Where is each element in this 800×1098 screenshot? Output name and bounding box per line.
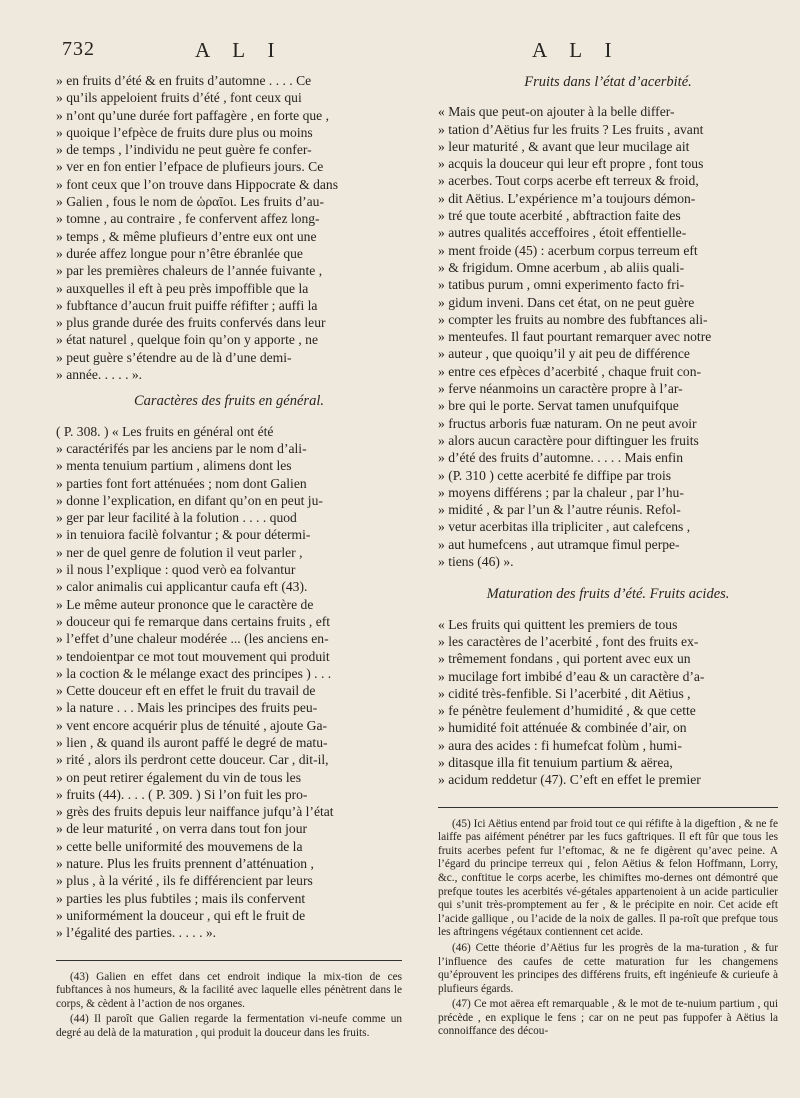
text-line: « Mais que peut-on ajouter à la belle differ- <box>438 104 675 120</box>
running-head-left: A L I <box>195 38 284 62</box>
left-para-1 <box>56 72 402 383</box>
footnote-47: (47) Ce mot aërea eft remarquable , & le mot de te-nuium partium , qui précède , en explique le fens ; car on ne peut pas fuppofer à Aëtius la connoiffance des décou- <box>438 998 778 1038</box>
footnote-45: (45) Ici Aëtius entend par froid tout ce qui réfifte à la digeftion , & ne fe laiffe pas aifément pénétrer par les fucs gaftriques. Il eft fûr que tous les fruits acerbes pefent fur l’eftomac, & ne fe digèrent qu’avec peine. A l’égard du principe terreux qui , felon Aëtius & felon Hoffmann, Lorry, &c., conftitue le corps acerbe, les chimiftes mo-dernes ont démontré que prefque toutes les acerbités vé-gétales appartenoient à un acide particulier qui s’unit très-promptement au fer , & le précipite en noir. Cet acide eft l’acide gallique , ou l’acide de la noix de galles. Il pa-roît que prefque tous les aftringens végétaux contiennent cet acide. <box>438 817 778 939</box>
text-line: » par les premières chaleurs de l’année fuivante , <box>56 263 323 279</box>
text-line: » vetur acerbitas illa tripliciter , aut calefcens , <box>438 519 691 535</box>
right-column <box>438 72 778 1041</box>
text-line: » aut humefcens , aut utramque fimul perpe- <box>438 536 680 552</box>
text-line: » l’effet d’une chaleur modérée ... (les anciens en- <box>56 631 329 647</box>
text-line: » rité , alors ils perdront cette douceur. Car , dit-il, <box>56 752 329 768</box>
text-line: » auxquelles il eft à peu près impoffible que la <box>56 280 309 296</box>
section-title: Caractères des fruits en général. <box>134 393 324 410</box>
text-line: » tatibus purum , omni experimento facto fri- <box>438 277 685 293</box>
running-head-right: A L I <box>532 38 621 62</box>
text-line: » Galien , fous le nom de ὡραῖοι. Les fruits d’au- <box>56 194 324 210</box>
text-line: » d’été des fruits d’automne. . . . . Mais enfin <box>438 450 684 466</box>
text-line: » leur maturité , & avant que leur mucilage ait <box>438 138 690 154</box>
text-line: » la coction & le mélange exact des principes ) . . . <box>56 665 332 681</box>
text-line: » de temps , l’individu ne peut guère fe confer- <box>56 142 312 158</box>
text-line: » compter les fruits au nombre des fubftances ali- <box>438 311 708 327</box>
footnote-divider <box>56 960 402 961</box>
text-line: » plus grande durée des fruits confervés dans leur <box>56 315 326 331</box>
text-line: » auteur , que quoiqu’il y ait peu de différence <box>438 346 690 362</box>
text-line: » les caractères de l’acerbité , font des fruits ex- <box>438 633 699 649</box>
text-line: » en fruits d’été & en fruits d’automne . . . . Ce <box>56 73 312 88</box>
text-line: » parties font fort atténuées ; nom dont Galien <box>56 475 307 491</box>
left-footnotes <box>56 971 402 1041</box>
text-line: » l’égalité des parties. . . . . ». <box>56 925 217 941</box>
text-line: » aura des acides : fi humefcat folùm , humi- <box>438 737 682 753</box>
footnote-divider <box>438 807 778 808</box>
text-line: » acidum reddetur (47). C’eft en effet le premier <box>438 772 701 788</box>
text-line: » année. . . . . ». <box>56 367 143 383</box>
text-line: « Les fruits qui quittent les premiers de tous <box>438 616 678 632</box>
text-line: » tomne , au contraire , fe confervent affez long- <box>56 211 320 227</box>
text-line: » & frigidum. Omne acerbum , ab aliis quali- <box>438 259 685 275</box>
text-line: » trêmement fondans , qui portent avec eux un <box>438 651 691 667</box>
text-line: » in tenuiora facilè folvantur ; & pour détermi- <box>56 527 311 543</box>
text-line: » on peut retirer également du vin de tous les <box>56 769 301 785</box>
text-line: » plus , à la vérité , ils fe différencient par leurs <box>56 873 313 889</box>
text-line: » ger par leur facilité à la folution . . . . quod <box>56 510 297 526</box>
text-line: » vent encore acquérir plus de ténuité , ajoute Ga- <box>56 717 328 733</box>
text-line: » gidum inveni. Dans cet état, on ne peut guère <box>438 294 695 310</box>
text-line: » peut guère s’étendre au de là d’une demi- <box>56 349 292 365</box>
text-line: » dit Aëtius. L’expérience m’a toujours démon- <box>438 190 696 206</box>
text-line: » fubftance d’aucun fruit puiffe réfifter ; auffi la <box>56 297 318 313</box>
footnote-44: (44) Il paroît que Galien regarde la fermentation vi-neufe comme un degré au delà de la maturation , qui produit la douceur dans les fruits. <box>56 1013 402 1039</box>
text-line: » ner de quel genre de folution il veut parler , <box>56 544 303 560</box>
text-line: » acquis la douceur qui leur eft propre , font tous <box>438 156 704 172</box>
text-line: » n’ont qu’une durée fort paffagère , en forte que , <box>56 107 330 123</box>
text-line: » cette belle uniformité des mouvemens de la <box>56 838 303 854</box>
page-header <box>0 38 800 72</box>
text-line: » mucilage fort imbibé d’eau & un caractère d’a- <box>438 668 705 684</box>
text-line: » ditasque illa fit tenuium partium & aërea, <box>438 754 673 770</box>
text-line: » parties les plus fubtiles ; mais ils confervent <box>56 890 306 906</box>
text-line: » (P. 310 ) cette acerbité fe diffipe par trois <box>438 467 672 483</box>
text-line: » fruits (44). . . . ( P. 309. ) Si l’on fuit les pro- <box>56 786 308 802</box>
footnote-43: (43) Galien en effet dans cet endroit indique la mix-tion de ces fubftances à nos humeurs, & la facilité avec laquelle elles pénètrent dans le corps, & cèdent à l’action de nos organes. <box>56 970 402 1010</box>
text-line: » Cette douceur eft en effet le fruit du travail de <box>56 683 316 699</box>
text-line: » midité , & par l’un & l’autre réunis. Refol- <box>438 502 681 518</box>
text-line: » cidité très-fenfible. Si l’acerbité , dit Aëtius , <box>438 685 691 701</box>
text-line: » ver en fon entier l’efpace de plufieurs jours. Ce <box>56 159 324 175</box>
section-title: Fruits dans l’état d’acerbité. <box>524 74 692 90</box>
text-line: » tation d’Aëtius fur les fruits ? Les fruits , avant <box>438 121 704 137</box>
right-para-2 <box>438 616 778 789</box>
text-line: » caractérifés par les anciens par le nom d’ali- <box>56 440 307 456</box>
text-line: » douceur qui fe remarque dans certains fruits , eft <box>56 613 331 629</box>
left-column <box>56 72 402 1043</box>
text-line: » la nature . . . Mais les principes des fruits peu- <box>56 700 318 716</box>
text-line: » lien , & quand ils auront paffé le degré de matu- <box>56 734 328 750</box>
text-line: » temps , & même plufieurs d’entre eux ont une <box>56 228 317 244</box>
section-title: Maturation des fruits d’été. Fruits acides. <box>486 586 730 603</box>
text-line: » bre qui le porte. Servat tamen unufquifque <box>438 398 679 414</box>
text-line: » il nous l’explique : quod verò ea folvantur <box>56 562 296 578</box>
text-line: » entre ces efpèces d’acerbité , chaque fruit con- <box>438 363 702 379</box>
text-line: » nature. Plus les fruits prennent d’atténuation , <box>56 856 314 872</box>
text-line: » calor animalis cui applicantur caufa eft (43). <box>56 579 308 595</box>
text-line: » menta tenuium partium , alimens dont les <box>56 458 292 474</box>
text-line: » de leur maturité , on verra dans tout fon jour <box>56 821 308 837</box>
text-line: » tiens (46) ». <box>438 554 514 570</box>
text-line: » fructus arboris fuæ naturam. On ne peut avoir <box>438 415 697 431</box>
text-line: » état naturel , quelque foin qu’on y apporte , ne <box>56 332 318 348</box>
text-line: » humidité foit atténuée & combinée d’air, on <box>438 720 687 736</box>
text-line: » Le même auteur prononce que le caractère de <box>56 596 314 612</box>
text-line: » font ceux que l’on trouve dans Hippocrate & dans <box>56 176 338 192</box>
text-line: » alors aucun caractère pour diftinguer les fruits <box>438 432 699 448</box>
text-line: » tré que toute acerbité , abftraction faite des <box>438 208 681 224</box>
text-line: ( P. 308. ) « Les fruits en général ont été <box>56 423 274 439</box>
footnote-46: (46) Cette théorie d’Aëtius fur les progrès de la ma-turation , & fur l’influence des caufes de cette maturation fur les changemens qu’éprouvent les principes des différens fruits, eft ingénieufe & curieufe à plufieurs égards. <box>438 941 778 995</box>
text-line: » donne l’explication, en difant qu’on en peut ju- <box>56 492 323 508</box>
page-number: 732 <box>62 38 95 60</box>
text-line: » ferve néanmoins un caractère propre à l’ar- <box>438 381 683 397</box>
text-line: » uniformément la douceur , qui eft le fruit de <box>56 907 306 923</box>
text-line: » grès des fruits depuis leur naiffance jufqu’à l’état <box>56 804 334 820</box>
text-line: » tendoientpar ce mot tout mouvement qui produit <box>56 648 330 664</box>
text-line: » autres qualités acceffoires , étoit effentielle- <box>438 225 687 241</box>
left-para-2 <box>56 423 402 942</box>
text-line: » acerbes. Tout corps acerbe eft terreux & froid, <box>438 173 699 189</box>
right-footnotes <box>438 818 778 1040</box>
text-line: » menteufes. Il faut pourtant remarquer avec notre <box>438 329 712 345</box>
text-line: » fe pénètre feulement d’humidité , & que cette <box>438 703 696 719</box>
right-para-1 <box>438 103 778 570</box>
text-line: » durée affez longue pour n’être ébranlée que <box>56 245 303 261</box>
text-line: » quoique l’efpèce de fruits dure plus ou moins <box>56 124 313 140</box>
text-line: » moyens différens ; par la chaleur , par l’hu- <box>438 484 684 500</box>
text-line: » qu’ils appeloient fruits d’été , font ceux qui <box>56 90 302 106</box>
text-line: » ment froide (45) : acerbum corpus terreum eft <box>438 242 698 258</box>
